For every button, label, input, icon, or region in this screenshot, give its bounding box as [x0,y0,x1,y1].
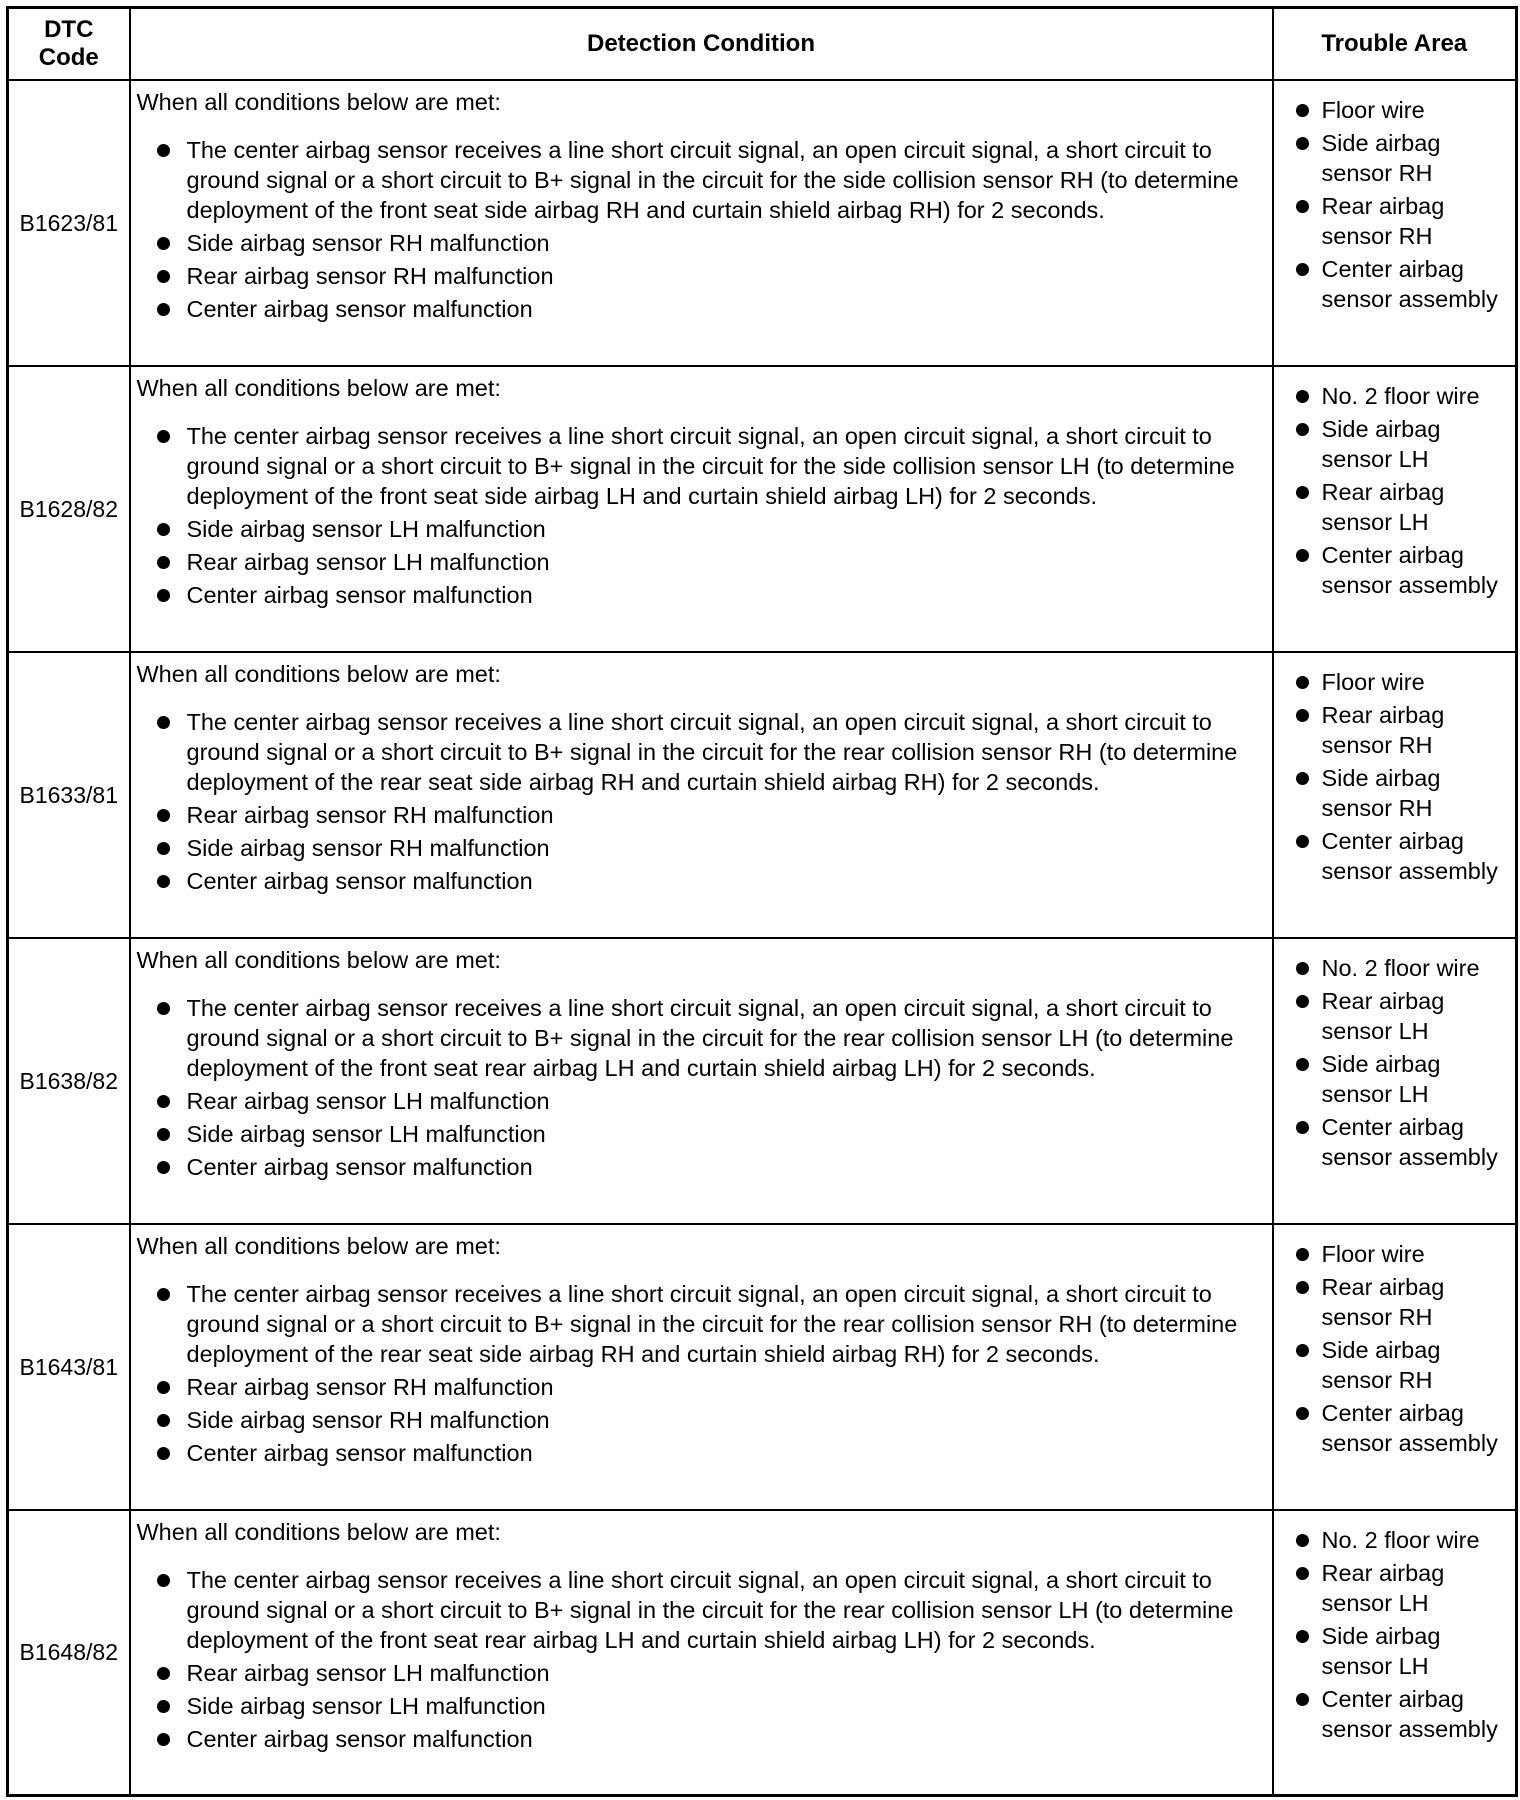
condition-item: The center airbag sensor receives a line short circuit signal, an open circuit signal, a short circuit to ground signal or a short circuit to B+ signal in the circuit for the rear collision sensor RH (to determine deployment of the rear seat side airbag RH and curtain shield airbag RH) for 2 seconds. [157,1279,1264,1369]
table-row [8,938,1517,1224]
condition-item: Center airbag sensor malfunction [157,1438,1264,1468]
trouble-area-cell [1273,652,1517,938]
condition-intro: When all conditions below are met: [136,947,501,973]
trouble-area-cell [1273,938,1517,1224]
trouble-area-item: Rear airbag sensor RH [1292,700,1512,760]
condition-intro: When all conditions below are met: [136,661,501,687]
dtc-code-cell: B1643/81 [8,1224,130,1510]
condition-list [137,421,1264,610]
trouble-area-cell [1273,80,1517,366]
header-dtc-code: DTC Code [8,8,130,81]
trouble-area-item: Rear airbag sensor RH [1292,1272,1512,1332]
trouble-area-item: Side airbag sensor LH [1292,1049,1512,1109]
table-row [8,80,1517,366]
trouble-area-list [1292,381,1512,600]
trouble-area-item: Center airbag sensor assembly [1292,1112,1512,1172]
condition-item: Center airbag sensor malfunction [157,294,1264,324]
trouble-area-item: Side airbag sensor LH [1292,1621,1512,1681]
dtc-code-cell: B1628/82 [8,366,130,652]
condition-item: Center airbag sensor malfunction [157,1724,1264,1754]
dtc-code-cell: B1638/82 [8,938,130,1224]
trouble-area-item: Center airbag sensor assembly [1292,254,1512,314]
condition-item: The center airbag sensor receives a line short circuit signal, an open circuit signal, a short circuit to ground signal or a short circuit to B+ signal in the circuit for the rear collision sensor RH (to determine deployment of the rear seat side airbag RH and curtain shield airbag RH) for 2 seconds. [157,707,1264,797]
condition-item: Rear airbag sensor LH malfunction [157,1086,1264,1116]
condition-item: Rear airbag sensor RH malfunction [157,1372,1264,1402]
trouble-area-item: Side airbag sensor RH [1292,128,1512,188]
trouble-area-item: Side airbag sensor RH [1292,763,1512,823]
trouble-area-item: No. 2 floor wire [1292,953,1512,983]
trouble-area-item: Side airbag sensor RH [1292,1335,1512,1395]
condition-list [137,135,1264,324]
table-row [8,1224,1517,1510]
condition-item: Side airbag sensor RH malfunction [157,1405,1264,1435]
trouble-area-list [1292,1525,1512,1744]
trouble-area-cell [1273,366,1517,652]
trouble-area-item: No. 2 floor wire [1292,1525,1512,1555]
trouble-area-cell [1273,1224,1517,1510]
trouble-area-item: Floor wire [1292,95,1512,125]
condition-intro: When all conditions below are met: [136,375,501,401]
condition-item: Rear airbag sensor RH malfunction [157,261,1264,291]
condition-item: The center airbag sensor receives a line short circuit signal, an open circuit signal, a short circuit to ground signal or a short circuit to B+ signal in the circuit for the rear collision sensor LH (to determine deployment of the front seat rear airbag LH and curtain shield airbag LH) for 2 seconds. [157,1565,1264,1655]
trouble-area-item: Center airbag sensor assembly [1292,1398,1512,1458]
trouble-area-item: Rear airbag sensor LH [1292,477,1512,537]
trouble-area-list [1292,953,1512,1172]
table-body [8,80,1517,1795]
condition-item: The center airbag sensor receives a line short circuit signal, an open circuit signal, a short circuit to ground signal or a short circuit to B+ signal in the circuit for the rear collision sensor LH (to determine deployment of the front seat rear airbag LH and curtain shield airbag LH) for 2 seconds. [157,993,1264,1083]
dtc-code-cell: B1623/81 [8,80,130,366]
trouble-area-item: Rear airbag sensor LH [1292,986,1512,1046]
table-row [8,366,1517,652]
trouble-area-item: Floor wire [1292,667,1512,697]
dtc-code-cell: B1648/82 [8,1510,130,1795]
trouble-area-item: No. 2 floor wire [1292,381,1512,411]
condition-intro: When all conditions below are met: [136,1233,501,1259]
table-row [8,1510,1517,1795]
condition-item: Rear airbag sensor LH malfunction [157,547,1264,577]
header-detection-condition: Detection Condition [130,8,1273,81]
condition-item: Rear airbag sensor LH malfunction [157,1658,1264,1688]
condition-list [137,1565,1264,1754]
detection-condition-cell [130,1510,1273,1795]
condition-item: Side airbag sensor LH malfunction [157,1691,1264,1721]
detection-condition-cell [130,652,1273,938]
condition-item: Side airbag sensor LH malfunction [157,1119,1264,1149]
table-header-row [8,8,1517,81]
detection-condition-cell [130,366,1273,652]
trouble-area-item: Center airbag sensor assembly [1292,540,1512,600]
header-trouble-area: Trouble Area [1273,8,1517,81]
detection-condition-cell [130,1224,1273,1510]
condition-item: Side airbag sensor RH malfunction [157,833,1264,863]
condition-item: The center airbag sensor receives a line short circuit signal, an open circuit signal, a short circuit to ground signal or a short circuit to B+ signal in the circuit for the side collision sensor RH (to determine deployment of the front seat side airbag RH and curtain shield airbag RH) for 2 seconds. [157,135,1264,225]
condition-list [137,993,1264,1182]
dtc-code-cell: B1633/81 [8,652,130,938]
condition-item: Side airbag sensor RH malfunction [157,228,1264,258]
condition-item: Side airbag sensor LH malfunction [157,514,1264,544]
condition-item: Center airbag sensor malfunction [157,580,1264,610]
condition-list [137,1279,1264,1468]
dtc-table [6,6,1518,1797]
condition-item: Rear airbag sensor RH malfunction [157,800,1264,830]
table-row [8,652,1517,938]
condition-item: Center airbag sensor malfunction [157,1152,1264,1182]
trouble-area-item: Rear airbag sensor RH [1292,191,1512,251]
condition-list [137,707,1264,896]
trouble-area-item: Rear airbag sensor LH [1292,1558,1512,1618]
trouble-area-list [1292,667,1512,886]
trouble-area-cell [1273,1510,1517,1795]
condition-item: Center airbag sensor malfunction [157,866,1264,896]
condition-item: The center airbag sensor receives a line short circuit signal, an open circuit signal, a short circuit to ground signal or a short circuit to B+ signal in the circuit for the side collision sensor LH (to determine deployment of the front seat side airbag LH and curtain shield airbag LH) for 2 seconds. [157,421,1264,511]
condition-intro: When all conditions below are met: [136,89,501,115]
trouble-area-list [1292,1239,1512,1458]
trouble-area-item: Center airbag sensor assembly [1292,826,1512,886]
condition-intro: When all conditions below are met: [136,1519,501,1545]
detection-condition-cell [130,80,1273,366]
trouble-area-item: Floor wire [1292,1239,1512,1269]
trouble-area-item: Side airbag sensor LH [1292,414,1512,474]
detection-condition-cell [130,938,1273,1224]
trouble-area-list [1292,95,1512,314]
trouble-area-item: Center airbag sensor assembly [1292,1684,1512,1744]
